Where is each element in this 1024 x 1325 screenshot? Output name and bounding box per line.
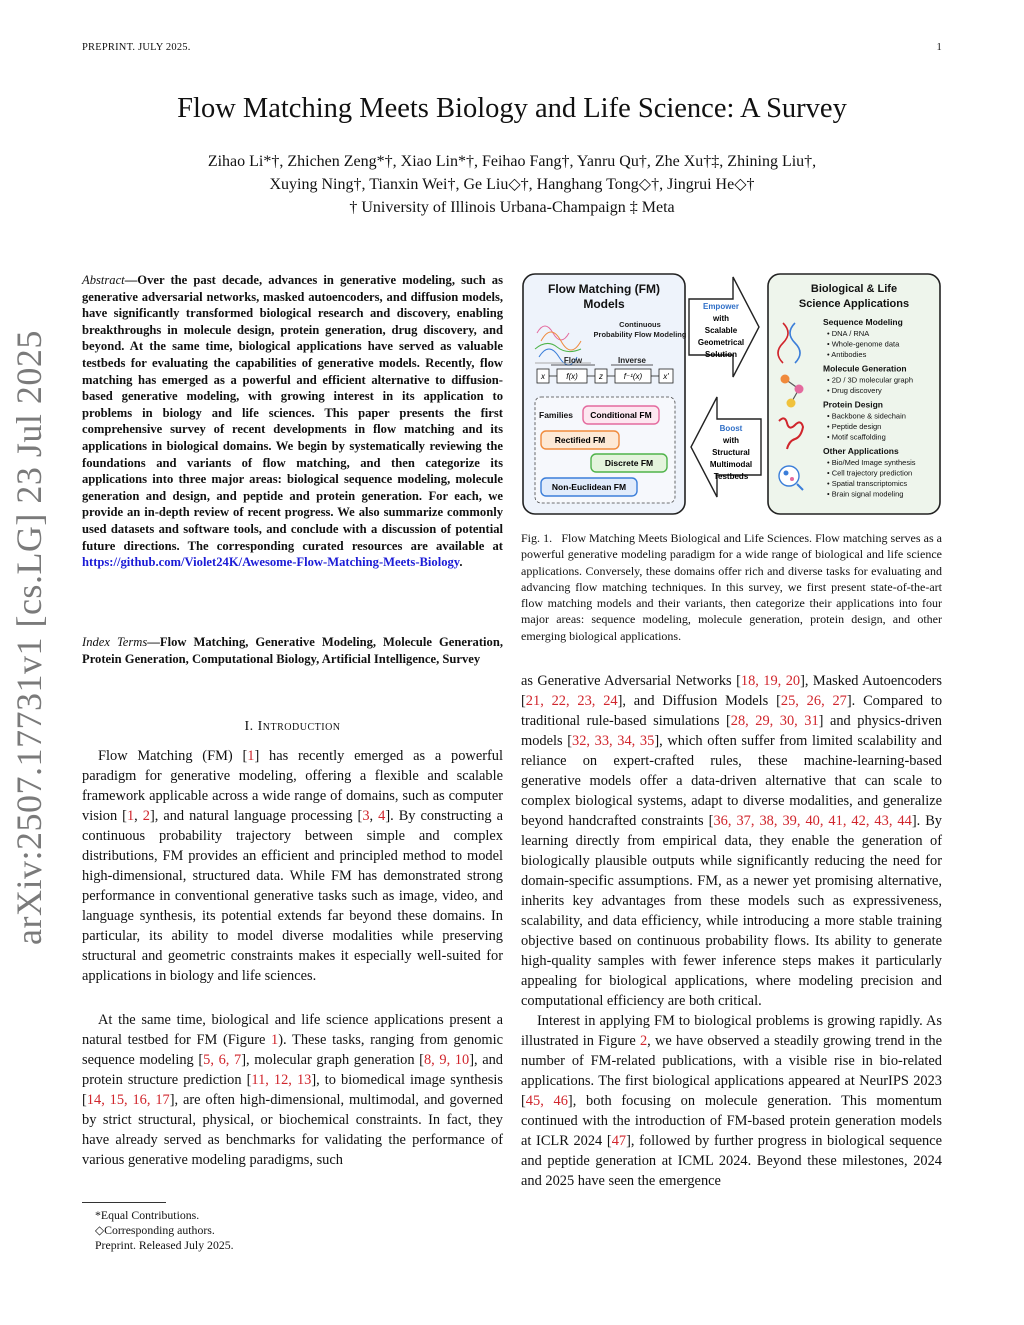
category-item: • DNA / RNA [827,329,870,338]
cpf-label: Continuous Probability Flow Modeling [593,320,687,339]
text-run: Flow Matching (FM) [ [98,748,248,764]
text-run: , we have observed a steadily growing trend in the number of FM-related publications, with a visible rise in bio-related applications. The first biological applications appeared at NeurIPS 2023 [ [521,1033,942,1109]
citation-link[interactable]: 32, 33, 34, 35 [572,733,655,749]
category-heading: Other Applications [823,446,899,456]
category-item: • Whole-genome data [827,339,900,349]
citation-link[interactable]: 4 [378,808,386,824]
text-run: ], and Diffusion Models [ [617,693,781,709]
figure-1-diagram [521,271,944,517]
abstract-text: —Over the past decade, advances in generative modeling, such as generative adversarial networks, masked autoencoders, and diffusion models, have significantly transformed biological research and discovery, enabling breakthroughs in molecule design, protein generation, drug discovery, and beyond. At the same time, biological applications have served as valuable testbeds for evaluating the capabilities of generative models. Recently, flow matching has emerged as a powerful and efficient alternative to diffusion-based generative modeling, with growing interest in its application to problems in biology and life sciences. This paper presents the first comprehensive survey of recent developments in flow matching and its applications in biological domains. We begin by systematically reviewing the foundations and variants of flow matching, and then categorize its applications into three major areas: biological sequence modeling, molecule generation and design, and peptide and protein generation. For each, we provide an in-depth review of recent progress. We also summarize commonly used datasets and software tools, and conclude with a discussion of potential future directions. The corresponding curated resources are available at [82,273,503,553]
flow-label: Flow [563,356,583,365]
text-run: ]. By learning directly from empirical data, they enable the generation of biologically plausible outputs while significantly reducing the need for domain-specific assumptions. FM, as a newer yet promising alternative, inherits key advantages from these models such as expressiveness, scalability, and data efficiency, while introducing a more stable training objective based on continuous probability flows. Its ability to generate high-quality samples with fewer inference steps makes it particularly appealing for biological applications, where modeling precision and computational efficiency are both critical. [521,813,943,1009]
category-item: • Bio/Med Image synthesis [827,458,916,467]
footnote-corresponding: ◇Corresponding authors. [95,1223,215,1237]
citation-link[interactable]: 45, 46 [525,1093,568,1109]
section-title: Introduction [257,719,341,734]
citation-link[interactable]: 36, 37, 38, 39, 40, 41, 42, 43, 44 [713,813,912,829]
families-label: Families [539,410,574,420]
section-heading [82,719,503,735]
text-run: ], which often suffer from limited scalability and reliance on expert-crafted rules, these machine-learning-based generative models offer a data-driven alternative that can scale to complex biological systems, adapt to diverse modalities, and generalize beyond handcrafted constraints [ [521,733,942,829]
category-item: • Peptide design [827,422,882,431]
svg-text:z: z [599,372,603,381]
boost-arrow [691,397,761,497]
boost-label: Boost with Structural Multimodal Testbeds [709,424,753,481]
category-item: • Brain signal modeling [827,489,904,499]
citation-link[interactable]: 5, 6, 7 [203,1052,242,1068]
author-line-2: Xuying Ning†, Tianxin Wei†, Ge Liu◇†, Hanghang Tong◇†, Jingrui He◇† [269,176,755,193]
intro-paragraph-1: Flow Matching (FM) [1] has recently emerged as a powerful paradigm for generative modeling, offering a flexible and scalable framework applicable across a wide range of domains, such as computer vision [1, 2], and natural language processing [3, 4]. By constructing a continuous probability trajectory between simple and complex distributions, FM provides an efficient and principled method to model high-dimensional, structured data. While FM has demonstrated strong performance in conventional generative tasks such as image, video, and language synthesis, its potential extends far beyond these domains. In particular, its ability to model diverse modalities while preserving structural and geometric constraints makes it especially well-suited for applications in biology and life sciences. [82,748,503,984]
category-item: • Spatial transcriptomics [827,479,908,488]
index-terms-label: Index Terms [82,635,148,649]
footnotes [95,1208,505,1253]
citation-link[interactable]: 8, 9, 10 [423,1052,470,1068]
citation-link[interactable]: 25, 26, 27 [780,693,847,709]
category-heading: Sequence Modeling [823,317,903,327]
fm-models-title: Flow Matching (FM) Models [548,282,660,311]
citation-link[interactable]: 1 [126,808,135,824]
arxiv-stamp: arXiv:2507.17731v1 [cs.LG] 23 Jul 2025 [9,330,49,945]
category-heading: Molecule Generation [823,363,907,374]
section-number: I. [244,719,254,734]
category-item: • Drug discovery [827,386,882,395]
page-number: 1 [936,42,942,53]
category-item: • Backbone & sidechain [827,411,906,421]
resources-link[interactable]: https://github.com/Violet24K/Awesome-Flow-Matching-Meets-Biology [82,555,460,570]
svg-text:x': x' [663,372,669,381]
abstract [82,272,503,571]
text-run: ], and protein structure prediction [ [82,1052,504,1088]
applications-title: Biological & Life Science Applications [798,283,910,310]
text-run: ], molecular graph generation [ [241,1052,424,1068]
text-run: At the same time, biological and life science applications present a natural testbed for FM (Figure [82,1012,503,1048]
footnote-equal: *Equal Contributions. [95,1208,200,1222]
figure-caption [521,530,942,644]
citation-link[interactable]: 2 [142,808,150,824]
footnote-rule [82,1202,166,1203]
caption-label: Fig. 1. [521,531,553,545]
text-run: ], Masked Autoencoders [ [521,673,943,709]
abstract-label: Abstract [82,273,125,287]
category-item: • Motif scaffolding [827,432,886,442]
text-run: ], both focusing on molecule generation. This momentum continued with the introduction of FM-based protein generation models at ICLR 2024 [ [521,1093,942,1149]
category-item: • 2D / 3D molecular graph [827,375,913,385]
running-header: PREPRINT. JULY 2025. [82,42,191,53]
text-run: ] has recently emerged as a powerful paradigm for generative modeling, offering a flexible and scalable framework applicable across a wide range of domains, such as computer vision [ [82,748,503,824]
abstract-end: . [459,555,463,570]
svg-text:Rectified FM: Rectified FM [554,435,606,445]
index-terms [82,634,503,667]
citation-link[interactable]: 3 [362,808,370,824]
paper-title: Flow Matching Meets Biology and Life Science: A Survey [177,93,847,124]
category-item: • Antibodies [827,350,867,359]
inverse-label: Inverse [617,356,647,365]
category-heading: Protein Design [823,399,883,410]
svg-text:f(x): f(x) [566,372,578,381]
right-column-text [521,671,942,1191]
footnote-release: Preprint. Released July 2025. [95,1238,234,1252]
caption-text: Flow Matching Meets Biological and Life Sciences. Flow matching serves as a powerful generative modeling paradigm for a wide range of biological and life science applications. Conversely, these domains offer rich and diverse tasks for evaluating and advancing flow matching techniques. In this survey, we first present state-of-the-art flow matching models and their variants, then categorize their applications into four major areas: sequence modeling, molecule generation, protein design, and other emerging biological applications. [521,531,943,643]
author-line-1: Zihao Li*†, Zhichen Zeng*†, Xiao Lin*†, Feihao Fang†, Yanru Qu†, Zhe Xu†‡, Zhining Liu†, [207,153,817,170]
text-run: ], to biomedical image synthesis [ [82,1072,503,1108]
figure-link[interactable]: 1 [271,1032,279,1048]
text-run: ], and natural language processing [ [149,808,363,824]
citation-link[interactable]: 18, 19, 20 [740,673,801,689]
citation-link[interactable]: 1 [247,748,255,764]
text-run: as Generative Adversarial Networks [ [521,673,741,689]
figure-1 [521,271,944,517]
citation-link[interactable]: 11, 12, 13 [251,1072,312,1088]
citation-link[interactable]: 47 [611,1133,627,1149]
text-run: ] and physics-driven models [ [521,713,942,749]
text-run: ], are often high-dimensional, multimodal, and governed by strict structural, physical, or biochemical constraints. In fact, they have already served as benchmarks for validating the performance of various generative modeling paradigms, such [82,1092,503,1168]
svg-text:Conditional FM: Conditional FM [590,410,652,420]
affiliations: † University of Illinois Urbana-Champaign ‡ Meta [349,199,675,216]
citation-link[interactable]: 28, 29, 30, 31 [730,713,819,729]
svg-text:f⁻¹(x): f⁻¹(x) [623,372,643,381]
intro-paragraph-2 [82,1010,503,1170]
svg-text:Non-Euclidean FM: Non-Euclidean FM [551,482,627,492]
text-run: ]. Compared to traditional rule-based simulations [ [521,693,943,729]
text-run: ). These tasks, ranging from genomic sequence modeling [ [82,1032,503,1068]
figure-link[interactable]: 2 [639,1033,648,1049]
index-terms-text: —Flow Matching, Generative Modeling, Molecule Generation, Protein Generation, Computational Biology, Artificial Intelligence, Survey [82,635,503,666]
svg-text:x: x [541,372,545,381]
text-run: ]. By constructing a continuous probability trajectory between simple and complex distributions, FM provides an efficient and principled method to model high-dimensional, structured data. While FM has demonstrated strong performance in conventional generative tasks such as image, video, and language synthesis, its potential extends far beyond these domains. In particular, its ability to model diverse modalities while preserving structural and geometric constraints makes it especially well-suited for applications in biology and life sciences. [82,808,503,984]
svg-text:Discrete FM: Discrete FM [604,458,654,468]
text-run: Interest in applying FM to biological problems is growing rapidly. As illustrated in Figure [521,1013,942,1049]
citation-link[interactable]: 14, 15, 16, 17 [86,1092,170,1108]
text-run: ], followed by further progress in biological sequence and peptide generation at ICML 2024. Beyond these milestones, 2024 and 2025 have seen the emergence [521,1133,942,1189]
empower-label: Empower with Scalable Geometrical Solution [697,302,745,359]
category-item: • Cell trajectory prediction [827,468,913,478]
citation-link[interactable]: 21, 22, 23, 24 [525,693,618,709]
